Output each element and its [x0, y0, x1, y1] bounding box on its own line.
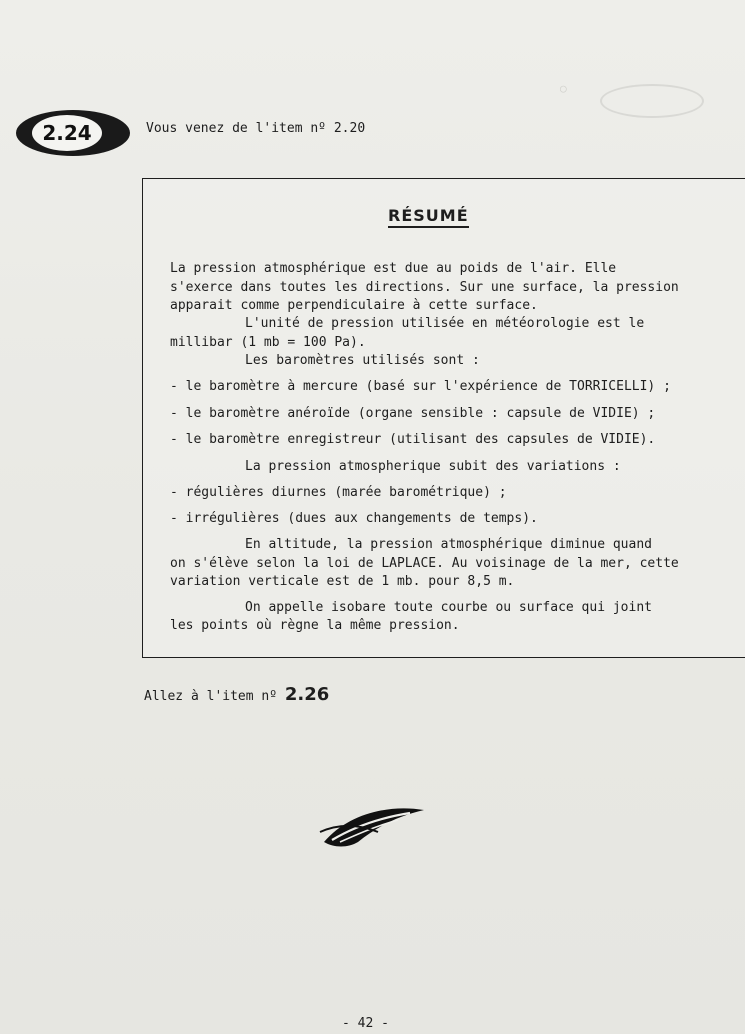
summary-line: En altitude, la pression atmosphérique diminue quand [245, 537, 652, 552]
summary-line: millibar (1 mb = 100 Pa). [170, 335, 366, 350]
summary-line: Les baromètres utilisés sont : [245, 353, 480, 368]
bleed-through-text: ◯ [560, 82, 567, 95]
bleed-through-badge [600, 84, 704, 118]
goto-item-link[interactable]: 2.26 [284, 684, 330, 705]
summary-line: - irrégulières (dues aux changements de temps). [170, 511, 538, 526]
summary-title: RÉSUMÉ [388, 206, 469, 228]
summary-line: L'unité de pression utilisée en météorologie est le [245, 316, 645, 331]
summary-line: - le baromètre à mercure (basé sur l'expérience de TORRICELLI) ; [170, 379, 671, 394]
goto-text: Allez à l'item nº [144, 689, 278, 704]
summary-line: variation verticale est de 1 mb. pour 8,5 m. [170, 574, 515, 589]
leaf-ornament-icon [318, 802, 428, 852]
summary-line: on s'élève selon la loi de LAPLACE. Au voisinage de la mer, cette [170, 556, 679, 571]
summary-line: les points où règne la même pression. [170, 618, 460, 633]
summary-line: - le baromètre anéroïde (organe sensible : capsule de VIDIE) ; [170, 406, 656, 421]
goto-instruction [144, 684, 329, 705]
summary-line: On appelle isobare toute courbe ou surface qui joint [245, 600, 652, 615]
summary-line: - le baromètre enregistreur (utilisant des capsules de VIDIE). [170, 432, 656, 447]
summary-line: apparait comme perpendiculaire à cette surface. [170, 298, 538, 313]
summary-line: La pression atmospherique subit des variations : [245, 459, 621, 474]
summary-line: s'exerce dans toutes les directions. Sur une surface, la pression [170, 280, 679, 295]
page-number: - 42 - [342, 1016, 389, 1031]
intro-text: Vous venez de l'item nº 2.20 [146, 121, 366, 136]
item-badge: 2.24 [32, 115, 102, 151]
summary-line: - régulières diurnes (marée barométrique) ; [170, 485, 507, 500]
summary-line: La pression atmosphérique est due au poids de l'air. Elle [170, 261, 617, 276]
